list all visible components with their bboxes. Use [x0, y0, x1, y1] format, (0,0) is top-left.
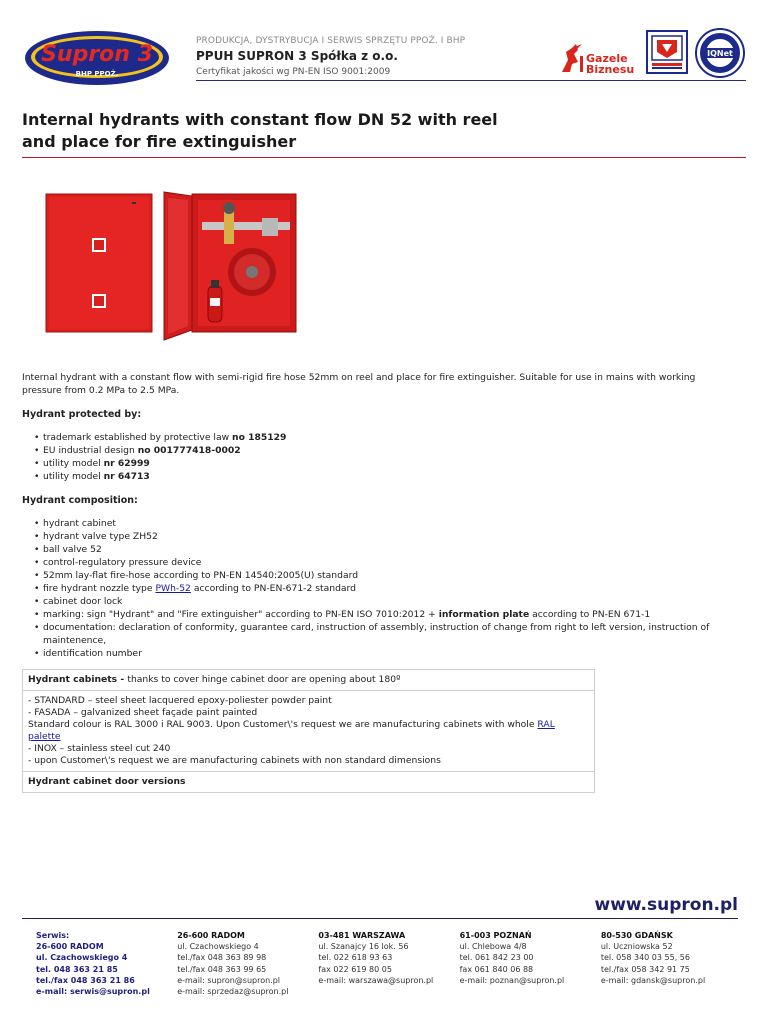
cabinets-text: thanks to cover hinge cabinet door are opening about 180º — [127, 674, 401, 685]
sprzedaz-email[interactable]: e-mail: sprzedaz@supron.pl — [177, 987, 289, 997]
composition-list — [22, 517, 722, 660]
gazele-text: Gazele — [586, 52, 628, 65]
footer-contacts — [36, 930, 742, 997]
website-link[interactable]: www.supron.pl — [594, 895, 738, 915]
door-versions-label[interactable]: Hydrant cabinet door versions — [28, 776, 186, 787]
iqnet-certification-icon — [695, 28, 745, 78]
logo-text: Supron 3 — [41, 42, 153, 67]
logo-subtext: BHP PPOŻ. — [75, 70, 119, 78]
biznesu-text: Biznesu — [586, 63, 635, 76]
footer-col-serwis: Serwis: 26-600 RADOM ul. Czachowskiego 4 tel. 048 363 21 85 tel./fax 048 363 21 86 e-mail: serwis@supron.pl — [36, 930, 177, 997]
inox-finish: - INOX – stainless steel cut 240 — [28, 743, 171, 754]
product-description — [22, 371, 722, 671]
intro-paragraph: Internal hydrant with a constant flow with semi-rigid fire hose 52mm on reel and place for fire extinguisher. Suitable for use in mains with working pressure from 0.2 MPa to 2.5 MPa. — [22, 372, 696, 396]
table-row[interactable] — [23, 772, 594, 792]
footer-divider — [22, 918, 738, 919]
cabinets-label: Hydrant cabinets - — [28, 674, 128, 685]
fasada-finish: - FASADA – galvanized sheet façade paint painted — [28, 707, 258, 718]
custom-dimensions: - upon Customer\'s request we are manufacturing cabinets with non standard dimensions — [28, 755, 441, 766]
company-tagline: PRODUKCJA, DYSTRYBUCJA I SERWIS SPRZĘTU PPOŻ. I BHP — [196, 36, 466, 46]
hydrant-cabinet-image — [26, 180, 324, 344]
list-item: • hydrant valve type ZH52 — [22, 530, 722, 543]
list-item: • EU industrial design no 001777418-0002 — [22, 444, 722, 457]
poznan-email[interactable]: e-mail: poznan@supron.pl — [459, 975, 565, 985]
list-item: • trademark established by protective law no 185129 — [22, 431, 722, 444]
list-item: • cabinet door lock — [22, 595, 722, 608]
standard-finish: - STANDARD – steel sheet lacquered epoxy-poliester powder paint — [28, 695, 332, 706]
company-info — [196, 36, 465, 77]
list-item: • fire hydrant nozzle type PWh-52 according to PN-EN-671-2 standard — [22, 582, 722, 595]
list-item: • hydrant cabinet — [22, 517, 722, 530]
footer-col-warszawa: 03-481 WARSZAWA ul. Szanajcy 16 lok. 56 tel. 022 618 93 63 fax 022 619 80 05 e-mail: warszawa@supron.pl — [318, 930, 459, 997]
list-item: • documentation: declaration of conformity, guarantee card, instruction of assembly, instruction of change from right to left version, instruction of maintenence, — [22, 621, 722, 647]
title-divider — [22, 157, 746, 158]
warszawa-email[interactable]: e-mail: warszawa@supron.pl — [318, 975, 434, 985]
supron-logo[interactable] — [24, 30, 170, 86]
page-title-line1: Internal hydrants with constant flow DN 52 with reel — [22, 110, 498, 129]
list-item: • identification number — [22, 647, 722, 660]
list-item: • utility model nr 62999 — [22, 457, 722, 470]
gazele-biznesu-logo — [558, 42, 638, 76]
quality-certificate: Certyfikat jakości wg PN-EN ISO 9001:2009 — [196, 67, 391, 77]
serwis-email[interactable]: e-mail: serwis@supron.pl — [36, 987, 150, 997]
pwh-52-link[interactable]: PWh-52 — [155, 583, 191, 594]
gdansk-email[interactable]: e-mail: gdansk@supron.pl — [600, 975, 706, 985]
protected-list — [22, 431, 722, 483]
list-item: • utility model nr 64713 — [22, 470, 722, 483]
footer-col-radom: 26-600 RADOM ul. Czachowskiego 4 tel./fax 048 363 89 98 tel./fax 048 363 99 65 e-mail: supron@supron.pl e-mail: sprzedaz@supron.pl — [177, 930, 318, 997]
company-name: PPUH SUPRON 3 Spółka z o.o. — [196, 49, 398, 63]
footer-col-gdansk: 80-530 GDAŃSK ul. Uczniowska 52 tel. 058 340 03 55, 56 tel./fax 058 342 91 75 e-mail: gdansk@supron.pl — [601, 930, 742, 997]
list-item: • 52mm lay-flat fire-hose according to PN-EN 14540:2005(U) standard — [22, 569, 722, 582]
ral-palette-link[interactable]: RAL palette — [28, 719, 555, 742]
list-item: • marking: sign "Hydrant" and "Fire extinguisher" according to PN-EN ISO 7010:2012 + information plate according to PN-EN 671-1 — [22, 608, 722, 621]
composition-heading: Hydrant composition: — [22, 495, 138, 506]
iqnet-text: IQNet — [707, 49, 733, 58]
emblem-badge-icon — [646, 30, 688, 74]
protected-heading: Hydrant protected by: — [22, 409, 142, 420]
table-row — [23, 691, 594, 772]
footer-col-poznan: 61-003 POZNAŃ ul. Chlebowa 4/8 tel. 061 842 23 00 fax 061 840 06 88 e-mail: poznan@supron.pl — [460, 930, 601, 997]
radom-email[interactable]: e-mail: supron@supron.pl — [177, 975, 281, 985]
page-title — [22, 109, 522, 153]
page-title-line2: and place for fire extinguisher — [22, 132, 297, 151]
cabinet-info-table — [22, 669, 595, 793]
table-row — [23, 670, 594, 691]
colour-info: Standard colour is RAL 3000 i RAL 9003. Upon Customer\'s request we are manufacturing cabinets with whole RAL palette — [28, 719, 555, 742]
list-item: • ball valve 52 — [22, 543, 722, 556]
header-divider — [196, 80, 746, 81]
list-item: • control-regulatory pressure device — [22, 556, 722, 569]
